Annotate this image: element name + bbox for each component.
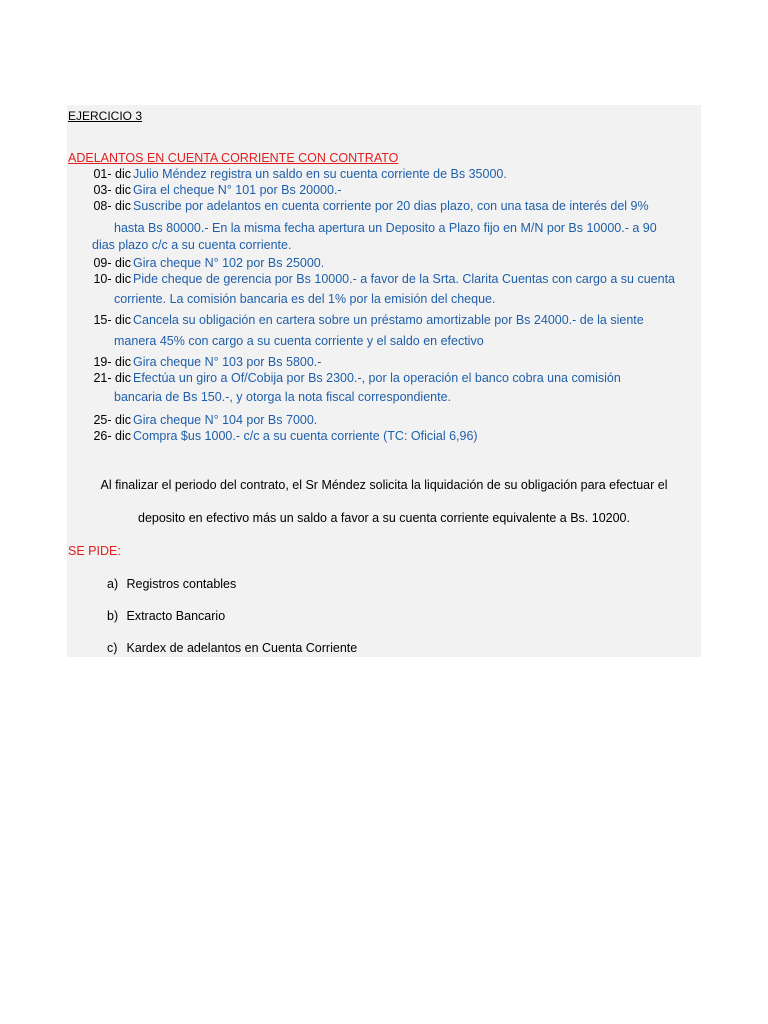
entry-text: Gira cheque N° 102 por Bs 25000. xyxy=(133,256,325,270)
request-text: Extracto Bancario xyxy=(126,609,226,623)
entry-text: Julio Méndez registra un saldo en su cuenta corriente de Bs 35000. xyxy=(133,167,507,181)
entry-date: 03- dic xyxy=(93,183,131,197)
entry-text: Gira cheque N° 103 por Bs 5800.- xyxy=(133,355,322,369)
entry-date: 21- dic xyxy=(93,371,131,385)
entry-text: Pide cheque de gerencia por Bs 10000.- a favor de la Srta. Clarita Cuentas con cargo a su cuenta xyxy=(133,272,675,286)
entry-date: 10- dic xyxy=(93,272,131,286)
exercise-subtitle: ADELANTOS EN CUENTA CORRIENTE CON CONTRATO xyxy=(68,151,399,165)
entry-text: Cancela su obligación en cartera sobre un préstamo amortizable por Bs 24000.- de la siente xyxy=(133,313,644,327)
entry-date: 15- dic xyxy=(93,313,131,327)
entry-text: Suscribe por adelantos en cuenta corriente por 20 dias plazo, con una tasa de interés del 9% xyxy=(133,199,649,213)
entry-text: hasta Bs 80000.- En la misma fecha apertura un Deposito a Plazo fijo en M/N por Bs 10000.- a 90 xyxy=(114,221,657,235)
request-text: Registros contables xyxy=(126,577,237,591)
entry-date: 26- dic xyxy=(93,429,131,443)
exercise-sheet xyxy=(67,105,701,657)
entry-date: 09- dic xyxy=(93,256,131,270)
request-marker: a) xyxy=(107,577,119,591)
request-item xyxy=(107,577,236,591)
entry-date: 01- dic xyxy=(93,167,131,181)
entry-text: Gira el cheque N° 101 por Bs 20000.- xyxy=(133,183,342,197)
entry-text: Gira cheque N° 104 por Bs 7000. xyxy=(133,413,318,427)
entry-date: 08- dic xyxy=(93,199,131,213)
exercise-title: EJERCICIO 3 xyxy=(68,109,143,123)
request-marker: c) xyxy=(107,641,118,655)
entry-text: Efectúa un giro a Of/Cobija por Bs 2300.-, por la operación el banco cobra una comisión xyxy=(133,371,621,385)
request-item xyxy=(107,609,225,623)
summary-paragraph-line: Al finalizar el periodo del contrato, el Sr Méndez solicita la liquidación de su obligación para efectuar el xyxy=(100,478,668,492)
entry-text: bancaria de Bs 150.-, y otorga la nota fiscal correspondiente. xyxy=(114,390,452,404)
entry-text: Compra $us 1000.- c/c a su cuenta corriente (TC: Oficial 6,96) xyxy=(133,429,478,443)
request-text: Kardex de adelantos en Cuenta Corriente xyxy=(126,641,358,655)
request-marker: b) xyxy=(107,609,119,623)
entry-text: dias plazo c/c a su cuenta corriente. xyxy=(92,238,292,252)
summary-paragraph-line: deposito en efectivo más un saldo a favor a su cuenta corriente equivalente a Bs. 10200. xyxy=(138,511,630,525)
entry-text: manera 45% con cargo a su cuenta corriente y el saldo en efectivo xyxy=(114,334,484,348)
entry-text: corriente. La comisión bancaria es del 1% por la emisión del cheque. xyxy=(114,292,496,306)
entry-date: 25- dic xyxy=(93,413,131,427)
request-item xyxy=(107,641,357,655)
entry-date: 19- dic xyxy=(93,355,131,369)
se-pide-heading: SE PIDE: xyxy=(68,544,121,558)
